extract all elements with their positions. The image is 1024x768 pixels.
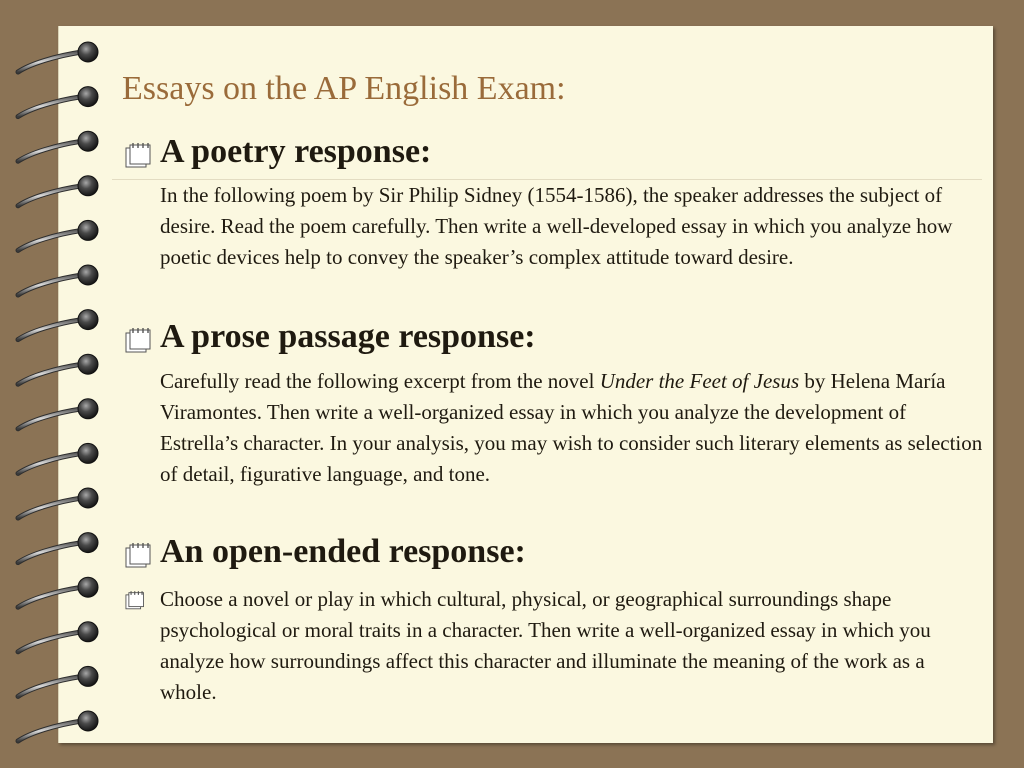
slide-title: Essays on the AP English Exam: (122, 70, 566, 107)
spiral-ring (18, 622, 98, 652)
spiral-ring (18, 399, 98, 429)
spiral-ring (18, 711, 98, 741)
section-heading-open-ended: An open-ended response: (160, 533, 526, 570)
spiral-ring (18, 488, 98, 518)
section-heading-poetry: A poetry response: (160, 133, 432, 170)
spiral-ring (18, 131, 98, 161)
notepad-icon (123, 589, 145, 611)
section-body-poetry: In the following poem by Sir Philip Sidney (1554-1586), the speaker addresses the subject of desire. Read the poem carefully. Then write a well-developed essay in which you analyze how poetic devices help to convey the speaker’s complex attitude toward desire. (160, 183, 953, 269)
notepad-icon (122, 540, 152, 570)
section-heading-prose: A prose passage response: (160, 318, 536, 355)
spiral-ring (18, 42, 98, 72)
section-body-prose: Carefully read the following excerpt from the novel Under the Feet of Jesus by Helena María Viramontes. Then write a well-organized essay in which you analyze the development of Estrella’s character. In your analysis, you may wish to consider such literary elements as selection of detail, figurative language, and tone. (160, 369, 983, 486)
spiral-ring (18, 220, 98, 250)
section-body-open-ended: Choose a novel or play in which cultural, physical, or geographical surroundings shape psychological or moral traits in a character. Then write a well-organized essay in which you analyze how surroundings affect this character and illuminate the meaning of the work as a whole. (160, 587, 931, 704)
spiral-ring (18, 443, 98, 473)
novel-title: Under the Feet of Jesus (599, 369, 800, 393)
spiral-ring (18, 354, 98, 384)
spiral-ring (18, 533, 98, 563)
spiral-ring (18, 577, 98, 607)
notepad-icon (122, 325, 152, 355)
spiral-ring (18, 87, 98, 117)
notepad-icon (122, 140, 152, 170)
spiral-ring (18, 265, 98, 295)
spiral-ring (18, 310, 98, 340)
spiral-ring (18, 666, 98, 696)
spiral-ring (18, 176, 98, 206)
spiral-binding (0, 0, 110, 768)
